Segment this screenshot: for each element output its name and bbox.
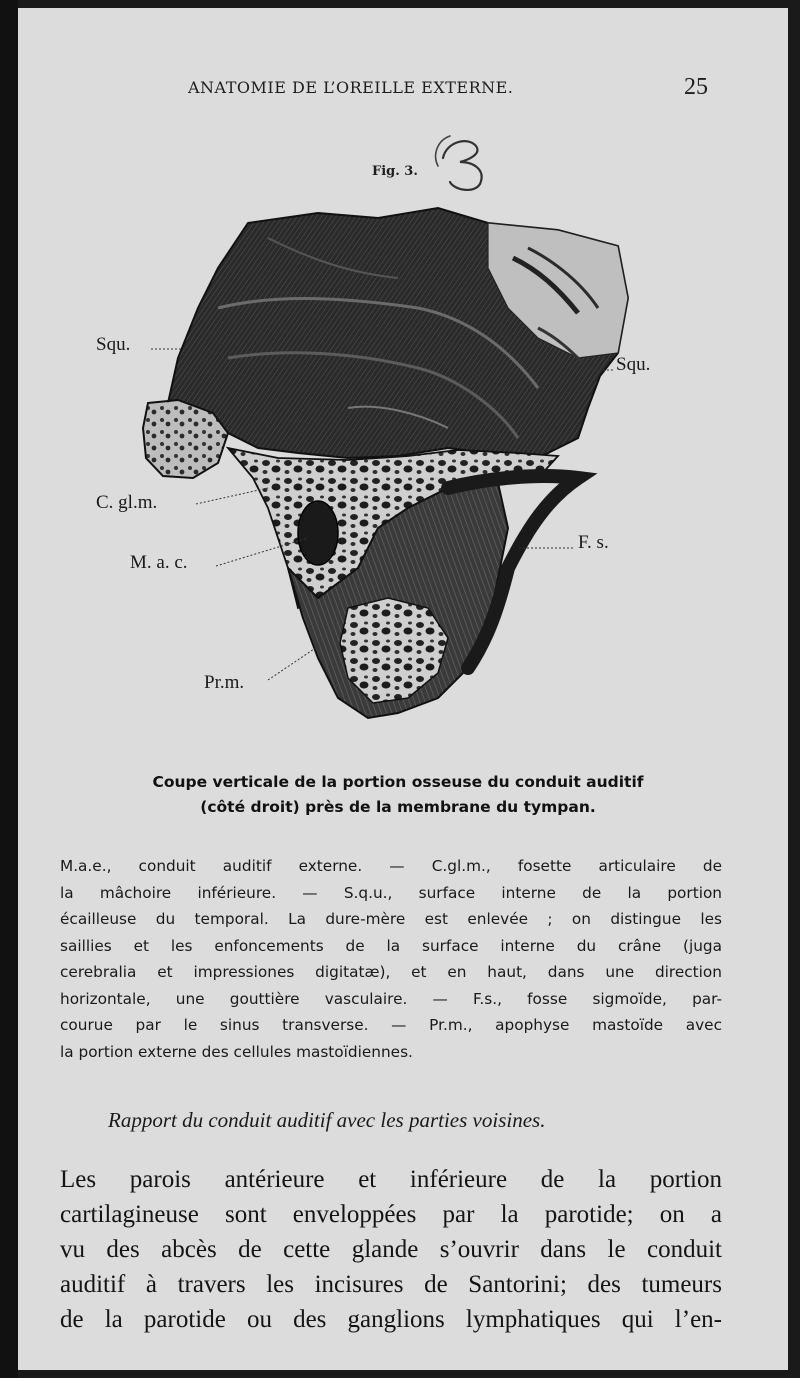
section-heading: Rapport du conduit auditif avec les parties voisines. [108, 1108, 546, 1132]
page-number: 25 [684, 74, 708, 100]
anatomical-engraving [18, 8, 788, 768]
legend-line: la mâchoire inférieure. — S.q.u., surface interne de la portion [60, 883, 722, 902]
book-page [18, 8, 788, 1370]
legend-line: la portion externe des cellules mastoïdiennes. [60, 1042, 413, 1061]
figure-caption [73, 770, 723, 820]
label-mac: M. a. c. [130, 552, 188, 573]
running-title: ANATOMIE DE L’OREILLE EXTERNE. [188, 78, 514, 97]
page-edge-shadow [0, 0, 18, 1378]
label-squ-right: Squ. [616, 354, 651, 375]
legend-line: écailleuse du temporal. La dure-mère est enlevée ; on distingue les [60, 910, 722, 928]
figure-legend [60, 853, 722, 1065]
label-fs: F. s. [578, 532, 609, 553]
body-line: auditif à travers les incisures de Santorini; des tumeurs [60, 1271, 722, 1298]
body-line: cartilagineuse sont enveloppées par la parotide; on a [60, 1201, 722, 1228]
body-line: de la parotide ou des ganglions lymphatiques qui l’en- [60, 1306, 722, 1333]
label-cglm: C. gl.m. [96, 492, 158, 513]
legend-line: horizontale, une gouttière vasculaire. — F.s., fosse sigmoïde, par- [60, 989, 722, 1008]
legend-line: M.a.e., conduit auditif externe. — C.gl.m., fosette articulaire de [60, 857, 722, 875]
body-line: vu des abcès de cette glande s’ouvrir dans le conduit [60, 1236, 722, 1263]
legend-line: courue par le sinus transverse. — Pr.m., apophyse mastoïde avec [60, 1016, 722, 1034]
body-paragraph [60, 1162, 722, 1337]
legend-line: cerebralia et impressiones digitatæ), et en haut, dans une direction [60, 963, 722, 981]
label-prm: Pr.m. [204, 672, 245, 693]
legend-line: saillies et les enfoncements de la surface interne du crâne (juga [60, 936, 722, 955]
body-line: Les parois antérieure et inférieure de la portion [60, 1166, 722, 1193]
label-squ-left: Squ. [96, 334, 131, 355]
caption-line: Coupe verticale de la portion osseuse du conduit auditif [152, 773, 644, 791]
caption-line: (côté droit) près de la membrane du tympan. [200, 798, 596, 816]
figure-label: Fig. 3. [372, 164, 418, 179]
